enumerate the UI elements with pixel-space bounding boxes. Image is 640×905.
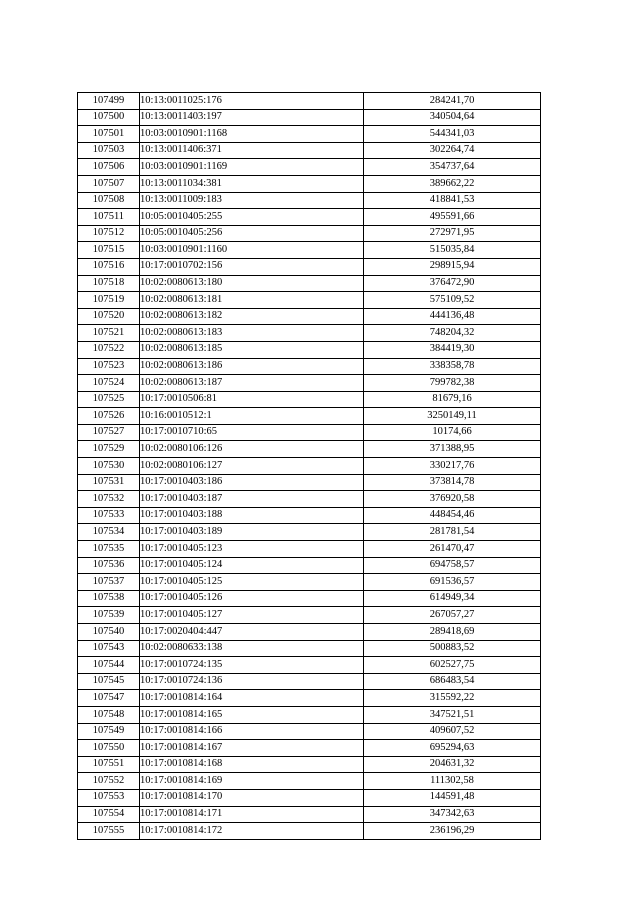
table-row [78,557,541,574]
table-row [78,292,541,309]
cadastral-number-cell: 10:02:0080613:181 [140,292,364,309]
row-number-cell: 107532 [78,491,140,508]
value-cell: 575109,52 [364,292,541,309]
value-cell: 799782,38 [364,375,541,392]
value-cell: 315592,22 [364,690,541,707]
table-row [78,225,541,242]
value-cell: 373814,78 [364,474,541,491]
value-cell: 347521,51 [364,706,541,723]
value-cell: 298915,94 [364,258,541,275]
cadastral-number-cell: 10:02:0080613:180 [140,275,364,292]
row-number-cell: 107531 [78,474,140,491]
cadastral-number-cell: 10:17:0010724:135 [140,657,364,674]
table-row [78,756,541,773]
row-number-cell: 107506 [78,159,140,176]
cadastral-number-cell: 10:17:0010814:166 [140,723,364,740]
row-number-cell: 107538 [78,590,140,607]
cadastral-number-cell: 10:17:0010405:123 [140,541,364,558]
cadastral-value-table [77,92,541,840]
table-row [78,789,541,806]
row-number-cell: 107518 [78,275,140,292]
row-number-cell: 107536 [78,557,140,574]
row-number-cell: 107516 [78,258,140,275]
cadastral-number-cell: 10:17:0010814:170 [140,789,364,806]
cadastral-number-cell: 10:17:0010403:188 [140,507,364,524]
table-row [78,391,541,408]
row-number-cell: 107527 [78,424,140,441]
table-row [78,441,541,458]
row-number-cell: 107499 [78,93,140,110]
value-cell: 81679,16 [364,391,541,408]
table-row [78,723,541,740]
cadastral-number-cell: 10:03:0010901:1169 [140,159,364,176]
value-cell: 284241,70 [364,93,541,110]
table-row [78,375,541,392]
table-row [78,491,541,508]
table-row [78,458,541,475]
row-number-cell: 107507 [78,175,140,192]
table-row [78,109,541,126]
table-row [78,607,541,624]
row-number-cell: 107551 [78,756,140,773]
table-row [78,358,541,375]
cadastral-number-cell: 10:02:0080633:138 [140,640,364,657]
row-number-cell: 107512 [78,225,140,242]
value-cell: 340504,64 [364,109,541,126]
table-row [78,175,541,192]
value-cell: 444136,48 [364,308,541,325]
row-number-cell: 107534 [78,524,140,541]
cadastral-number-cell: 10:17:0010710:65 [140,424,364,441]
row-number-cell: 107529 [78,441,140,458]
value-cell: 347342,63 [364,806,541,823]
row-number-cell: 107548 [78,706,140,723]
value-cell: 614949,34 [364,590,541,607]
table-row [78,142,541,159]
cadastral-number-cell: 10:02:0080613:187 [140,375,364,392]
cadastral-number-cell: 10:03:0010901:1160 [140,242,364,259]
row-number-cell: 107539 [78,607,140,624]
cadastral-number-cell: 10:17:0010814:168 [140,756,364,773]
value-cell: 281781,54 [364,524,541,541]
cadastral-number-cell: 10:17:0010405:125 [140,574,364,591]
table-row [78,624,541,641]
row-number-cell: 107533 [78,507,140,524]
value-cell: 515035,84 [364,242,541,259]
table-row [78,773,541,790]
cadastral-number-cell: 10:17:0010814:171 [140,806,364,823]
value-cell: 376920,58 [364,491,541,508]
cadastral-number-cell: 10:17:0010814:172 [140,823,364,840]
value-cell: 448454,46 [364,507,541,524]
row-number-cell: 107522 [78,341,140,358]
row-number-cell: 107553 [78,789,140,806]
table-row [78,325,541,342]
value-cell: 691536,57 [364,574,541,591]
table-row [78,690,541,707]
cadastral-number-cell: 10:17:0020404:447 [140,624,364,641]
table-row [78,408,541,425]
cadastral-number-cell: 10:17:0010702:156 [140,258,364,275]
cadastral-number-cell: 10:03:0010901:1168 [140,126,364,143]
cadastral-number-cell: 10:17:0010814:169 [140,773,364,790]
value-cell: 602527,75 [364,657,541,674]
row-number-cell: 107543 [78,640,140,657]
table-row [78,706,541,723]
cadastral-number-cell: 10:02:0080613:185 [140,341,364,358]
row-number-cell: 107550 [78,740,140,757]
value-cell: 330217,76 [364,458,541,475]
row-number-cell: 107503 [78,142,140,159]
cadastral-number-cell: 10:05:0010405:255 [140,209,364,226]
table-row [78,275,541,292]
value-cell: 10174,66 [364,424,541,441]
row-number-cell: 107544 [78,657,140,674]
value-cell: 371388,95 [364,441,541,458]
value-cell: 144591,48 [364,789,541,806]
table-row [78,574,541,591]
value-cell: 500883,52 [364,640,541,657]
row-number-cell: 107525 [78,391,140,408]
cadastral-number-cell: 10:13:0011034:381 [140,175,364,192]
value-cell: 267057,27 [364,607,541,624]
row-number-cell: 107519 [78,292,140,309]
value-cell: 338358,78 [364,358,541,375]
value-cell: 261470,47 [364,541,541,558]
cadastral-number-cell: 10:17:0010405:127 [140,607,364,624]
row-number-cell: 107535 [78,541,140,558]
value-cell: 544341,03 [364,126,541,143]
cadastral-number-cell: 10:17:0010814:164 [140,690,364,707]
cadastral-number-cell: 10:17:0010814:167 [140,740,364,757]
row-number-cell: 107511 [78,209,140,226]
table-row [78,823,541,840]
row-number-cell: 107547 [78,690,140,707]
row-number-cell: 107523 [78,358,140,375]
row-number-cell: 107537 [78,574,140,591]
cadastral-number-cell: 10:13:0011025:176 [140,93,364,110]
value-cell: 409607,52 [364,723,541,740]
row-number-cell: 107540 [78,624,140,641]
cadastral-number-cell: 10:02:0080613:182 [140,308,364,325]
row-number-cell: 107530 [78,458,140,475]
table-row [78,657,541,674]
value-cell: 204631,32 [364,756,541,773]
value-cell: 3250149,11 [364,408,541,425]
table-row [78,806,541,823]
cadastral-number-cell: 10:17:0010403:189 [140,524,364,541]
value-cell: 389662,22 [364,175,541,192]
row-number-cell: 107501 [78,126,140,143]
row-number-cell: 107549 [78,723,140,740]
row-number-cell: 107545 [78,673,140,690]
table-row [78,507,541,524]
value-cell: 376472,90 [364,275,541,292]
value-cell: 418841,53 [364,192,541,209]
table-row [78,541,541,558]
table-row [78,308,541,325]
table-row [78,524,541,541]
cadastral-number-cell: 10:05:0010405:256 [140,225,364,242]
value-cell: 236196,29 [364,823,541,840]
table-row [78,126,541,143]
row-number-cell: 107526 [78,408,140,425]
cadastral-number-cell: 10:17:0010405:126 [140,590,364,607]
cadastral-number-cell: 10:02:0080106:126 [140,441,364,458]
table-row [78,640,541,657]
cadastral-number-cell: 10:17:0010403:187 [140,491,364,508]
value-cell: 695294,63 [364,740,541,757]
row-number-cell: 107500 [78,109,140,126]
value-cell: 694758,57 [364,557,541,574]
table-body [78,93,541,840]
table-row [78,209,541,226]
row-number-cell: 107555 [78,823,140,840]
table-row [78,192,541,209]
table-row [78,740,541,757]
cadastral-number-cell: 10:17:0010403:186 [140,474,364,491]
value-cell: 686483,54 [364,673,541,690]
row-number-cell: 107520 [78,308,140,325]
value-cell: 384419,30 [364,341,541,358]
cadastral-number-cell: 10:02:0080613:183 [140,325,364,342]
cadastral-number-cell: 10:02:0080613:186 [140,358,364,375]
cadastral-number-cell: 10:13:0011403:197 [140,109,364,126]
value-cell: 354737,64 [364,159,541,176]
table-row [78,242,541,259]
value-cell: 111302,58 [364,773,541,790]
table-row [78,590,541,607]
cadastral-number-cell: 10:17:0010814:165 [140,706,364,723]
cadastral-number-cell: 10:17:0010724:136 [140,673,364,690]
row-number-cell: 107524 [78,375,140,392]
row-number-cell: 107508 [78,192,140,209]
row-number-cell: 107554 [78,806,140,823]
cadastral-number-cell: 10:02:0080106:127 [140,458,364,475]
value-cell: 289418,69 [364,624,541,641]
cadastral-number-cell: 10:17:0010405:124 [140,557,364,574]
table-row [78,673,541,690]
table-row [78,474,541,491]
value-cell: 495591,66 [364,209,541,226]
table-row [78,258,541,275]
row-number-cell: 107521 [78,325,140,342]
cadastral-number-cell: 10:16:0010512:1 [140,408,364,425]
cadastral-number-cell: 10:13:0011009:183 [140,192,364,209]
table-row [78,93,541,110]
table-row [78,159,541,176]
table-row [78,341,541,358]
cadastral-number-cell: 10:17:0010506:81 [140,391,364,408]
row-number-cell: 107515 [78,242,140,259]
cadastral-number-cell: 10:13:0011406:371 [140,142,364,159]
value-cell: 272971,95 [364,225,541,242]
value-cell: 302264,74 [364,142,541,159]
row-number-cell: 107552 [78,773,140,790]
value-cell: 748204,32 [364,325,541,342]
table-row [78,424,541,441]
